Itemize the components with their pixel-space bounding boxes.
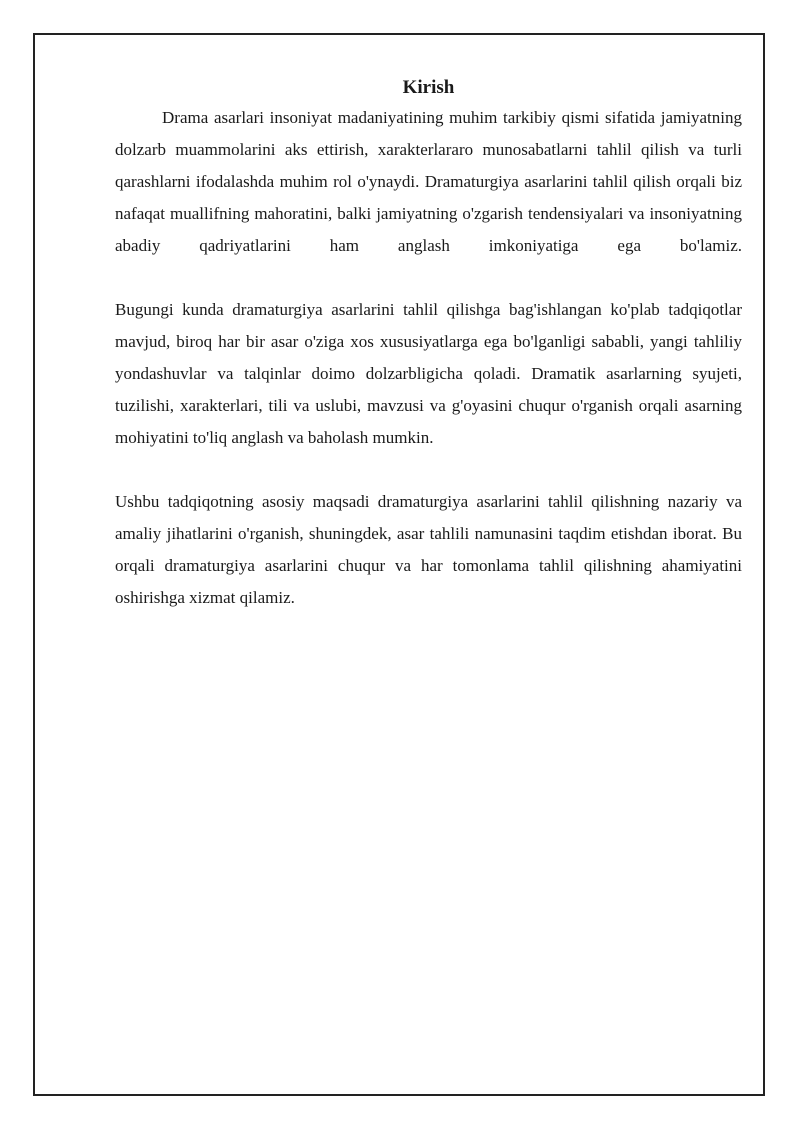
paragraph-spacer bbox=[115, 262, 742, 294]
document-body bbox=[115, 74, 742, 614]
paragraph-context: Bugungi kunda dramaturgiya asarlarini tahlil qilishga bag'ishlangan ko'plab tadqiqotlar mavjud, biroq har bir asar o'ziga xos xususiyatlarga ega bo'lganligi sababli, yangi tahliliy yondashuvlar va talqinlar doimo dolzarbligicha qoladi. Dramatik asarlarning syujeti, tuzilishi, xarakterlari, tili va uslubi, mavzusi va g'oyasini chuqur o'rganish orqali asarning mohiyatini to'liq anglash va baholash mumkin. bbox=[115, 300, 742, 447]
paragraph-intro: Drama asarlari insoniyat madaniyatining muhim tarkibiy qismi sifatida jamiyatning dolzarb muammolarini aks ettirish, xarakterlararo munosabatlarni tahlil qilish va turli qarashlarni ifodalashda muhim rol o'ynaydi. Dramaturgiya asarlarini tahlil qilish orqali biz nafaqat muallifning mahoratini, balki jamiyatning o'zgarish tendensiyalari va insoniyatning abadiy qadriyatlarini ham anglash imkoniyatiga ega bo'lamiz. bbox=[115, 108, 742, 255]
paragraph-spacer bbox=[115, 454, 742, 486]
paragraph-goal: Ushbu tadqiqotning asosiy maqsadi dramaturgiya asarlarini tahlil qilishning nazariy va amaliy jihatlarini o'rganish, shuningdek, asar tahlili namunasini taqdim etishdan iborat. Bu orqali dramaturgiya asarlarini chuqur va har tomonlama tahlil qilishning ahamiyatini oshirishga xizmat qilamiz. bbox=[115, 492, 742, 607]
page-title: Kirish bbox=[402, 77, 455, 98]
